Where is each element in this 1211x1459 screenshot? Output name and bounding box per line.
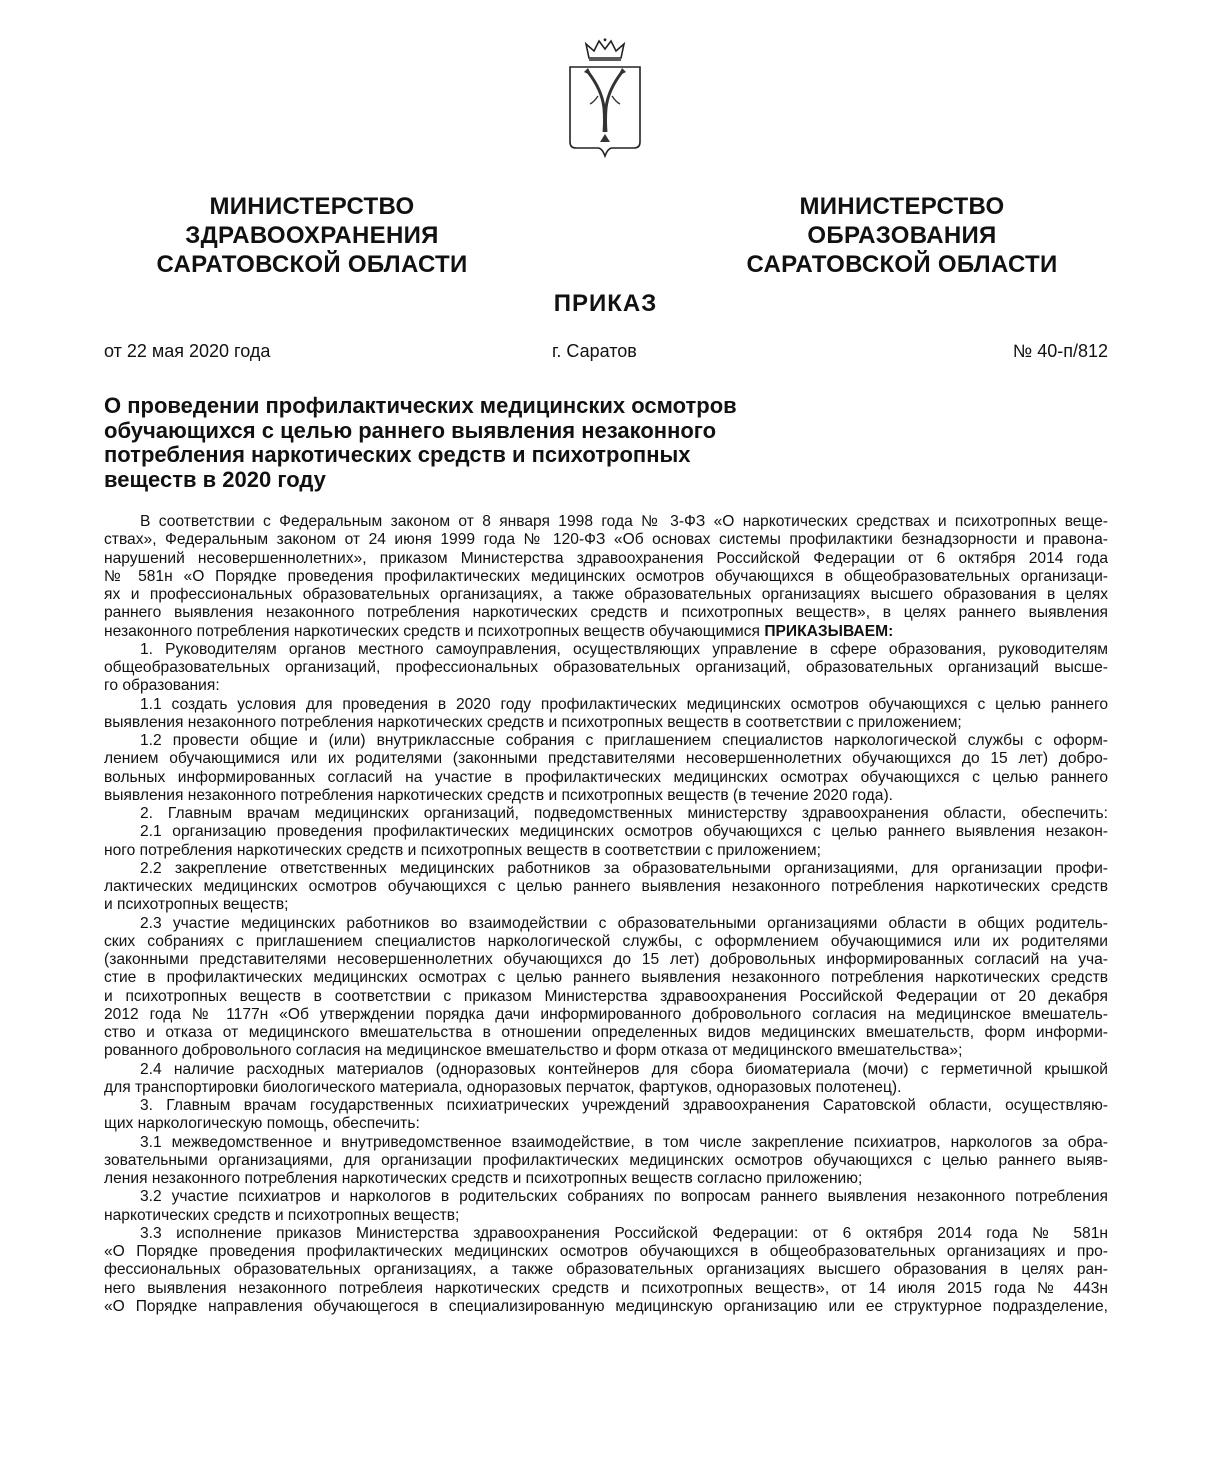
body-line-text: него выявления незаконного потреблеия наркотических средств и психотропных веществ», от 14 июля 2015 года № 443н <box>104 1279 1108 1297</box>
body-line-text: 3.3 исполнение приказов Министерства здравоохранения Российской Федерации: от 6 октября 2014 года № 581н <box>140 1224 1108 1242</box>
body-line <box>104 805 1108 823</box>
body-line <box>104 896 1108 914</box>
body-line <box>104 860 1108 878</box>
body-line-text: «О Порядке направления обучающегося в специализированную медицинскую организацию или ее структурное подразделение, <box>104 1297 1108 1315</box>
body-line-text: 1.1 создать условия для проведения в 2020 году профилактических медицинских осмотров обучающихся с целью раннего <box>140 695 1108 713</box>
body-line-text: ских собраниях с приглашением специалистов наркологической службы, с оформлением обучающимися или их родителями <box>104 932 1108 950</box>
body-line <box>104 1243 1108 1261</box>
body-line-text: В соответствии с Федеральным законом от 8 января 1998 года № 3-ФЗ «О наркотических средствах и психотропных веще- <box>140 513 1108 530</box>
body-line <box>104 988 1108 1006</box>
ministry-health-line-2: ЗДРАВООХРАНЕНИЯ <box>185 222 439 249</box>
title-line: веществ в 2020 году <box>104 466 326 492</box>
body-line-text: 2.4 наличие расходных материалов (одноразовых контейнеров для сбора биоматериала (мочи) с герметичной крышкой <box>140 1060 1108 1078</box>
body-line-text: 2.1 организацию проведения профилактических медицинских осмотров обучающихся с целью раннего выявления незакон- <box>140 823 1108 841</box>
body-line <box>104 787 1108 805</box>
body-line-text: фессиональных образовательных организациях, а также образовательных организациях высшего образования в целях ран- <box>104 1261 1108 1279</box>
body-line-text: нарушений несовершеннолетних», приказом Министерства здравоохранения Российской Федерации от 6 октября 2014 года <box>104 549 1108 567</box>
ministry-education-heading <box>693 192 1111 279</box>
body-line <box>104 1006 1108 1024</box>
document-city: г. Саратов <box>552 341 637 361</box>
body-line <box>104 1170 1108 1188</box>
body-line-text: ления незаконного потребления наркотических средств и психотропных веществ согласно приложению; <box>104 1170 863 1187</box>
body-line <box>104 1225 1108 1243</box>
body-line <box>104 1024 1108 1042</box>
order-keyword: ПРИКАЗЫВАЕМ: <box>764 622 894 640</box>
body-line-text: для транспортировки биологического материала, одноразовых перчаток, фартуков, одноразовых полотенец). <box>104 1078 902 1096</box>
title-line: потребления наркотических средств и психотропных <box>104 442 691 467</box>
body-line <box>104 750 1108 768</box>
body-line <box>104 568 1108 586</box>
body-line-text: стие в профилактических медицинских осмотрах с целью раннего выявления незаконного потребления наркотических средств <box>104 969 1108 987</box>
body-line-text: № 581н «О Порядке проведения профилактических медицинских осмотров обучающихся в общеобразовательных организаци- <box>104 567 1108 585</box>
body-line <box>104 769 1108 787</box>
body-line-text: и психотропных веществ; <box>104 896 289 914</box>
title-line: О проведении профилактических медицинских осмотров <box>104 393 737 418</box>
body-line <box>104 1280 1108 1298</box>
body-line-text: ного потребления наркотических средств и психотропных веществ в соответствии с приложением; <box>104 841 821 859</box>
body-line <box>104 1298 1108 1316</box>
body-line-text: го образования: <box>104 677 220 695</box>
ministry-health-line-3: САРАТОВСКОЙ ОБЛАСТИ <box>156 251 468 278</box>
body-line-text: 1. Руководителям органов местного самоуправления, осуществляющих управление в сфере образования, руководителям <box>140 640 1108 658</box>
body-line-text: 2.3 участие медицинских работников во взаимодействии с образовательными организациями области в общих родитель- <box>140 914 1108 932</box>
body-line-text: вольных информированных согласий на участие в профилактических медицинских осмотрах обучающихся с целью раннего <box>104 768 1108 786</box>
body-line-text: лактических медицинских осмотров обучающихся с целью раннего выявления незаконного потребления наркотических средств <box>104 878 1108 895</box>
body-line <box>104 550 1108 568</box>
body-line-text: лением обучающимися или их родителями (законными представителями несовершеннолетних обучающихся до 15 лет) добро- <box>104 750 1108 768</box>
body-line <box>104 1207 1108 1225</box>
body-line-text: раннего выявления незаконного потребления наркотических средств и психотропных веществ», в целях раннего выявления <box>104 604 1108 622</box>
ministry-education-line-1: МИНИСТЕРСТВО <box>799 193 1005 220</box>
body-line <box>104 586 1108 604</box>
ministry-health-heading <box>104 192 520 279</box>
body-line-text: ствах», Федеральным законом от 24 июня 1999 года № 120-ФЗ «Об основах системы профилактики безнадзорности и правона- <box>104 531 1108 549</box>
body-line <box>104 696 1108 714</box>
body-line-text: 3. Главным врачам государственных психиатрических учреждений здравоохранения Саратовской области, осуществляю- <box>140 1097 1108 1114</box>
body-line <box>104 513 1108 531</box>
document-date: от 22 мая 2020 года <box>104 341 271 361</box>
body-line-text: 1.2 провести общие и (или) внутриклассные собрания с приглашением специалистов наркологической службы с оформ- <box>140 732 1108 749</box>
body-line-text: наркотических средств и психотропных веществ; <box>104 1206 460 1224</box>
body-line-text: и психотропных веществ в соответствии с приказом Министерства здравоохранения Российской Федерации от 20 декабря <box>104 987 1108 1005</box>
document-title <box>104 394 824 492</box>
body-line <box>104 1134 1108 1152</box>
body-line <box>104 1188 1108 1206</box>
body-line-text: выявления незаконного потребления наркотических средств и психотропных веществ (в течение 2020 года). <box>104 786 893 804</box>
body-line <box>104 677 1108 695</box>
body-line <box>104 1042 1108 1060</box>
body-line-text: «О Порядке проведения профилактических медицинских осмотров обучающихся в общеобразовательных организациях и про- <box>104 1243 1108 1260</box>
document-type: ПРИКАЗ <box>553 290 658 317</box>
body-line <box>104 1061 1108 1079</box>
body-line-text: выявления незаконного потребления наркотических средств и психотропных веществ в соответствии с приложением; <box>104 713 962 731</box>
document-number: № 40-п/812 <box>1012 341 1108 361</box>
ministry-education-line-2: ОБРАЗОВАНИЯ <box>807 222 997 249</box>
body-line <box>104 1097 1108 1115</box>
body-line <box>104 714 1108 732</box>
body-line-text: ях и профессиональных образовательных организациях, а также образовательных организациях высшего образования в целях <box>104 586 1108 603</box>
body-line <box>104 915 1108 933</box>
body-line-text: 2. Главным врачам медицинских организаций, подведомственных министерству здравоохранения области, обеспечить: <box>140 805 1108 822</box>
saratov-coat-of-arms-icon <box>564 38 646 162</box>
body-line-text: рованного добровольного согласия на медицинское вмешательство и форм отказа от медицинского вмешательства»; <box>104 1042 963 1060</box>
body-line-text: 2012 года № 1177н «Об утверждении порядка дачи информированного добровольного согласия на медицинское вмешатель- <box>104 1005 1108 1023</box>
body-line <box>104 659 1108 677</box>
body-line-text: 3.1 межведомственное и внутриведомственное взаимодействие, в том числе закрепление психиатров, наркологов за обра- <box>140 1133 1108 1151</box>
body-line-text: общеобразовательных организаций, профессиональных образовательных организаций, образовательных организаций высше- <box>104 659 1108 676</box>
body-line-text: 2.2 закрепление ответственных медицинских работников за образовательными организациями, для организации профи- <box>140 859 1108 877</box>
body-line <box>104 1152 1108 1170</box>
body-line <box>104 1115 1108 1133</box>
body-line-text: зовательными организациями, для организации профилактических медицинских осмотров обучающихся с целью раннего выяв- <box>104 1151 1108 1169</box>
body-line <box>104 732 1108 750</box>
body-line-text: незаконного потребления наркотических средств и психотропных веществ обучающимися <box>104 622 760 640</box>
body-line <box>104 623 1108 641</box>
body-line <box>104 1261 1108 1279</box>
body-line <box>104 1079 1108 1097</box>
body-line <box>104 842 1108 860</box>
ministry-education-line-3: САРАТОВСКОЙ ОБЛАСТИ <box>746 251 1058 278</box>
body-line-text: (законными представителями несовершеннолетних обучающихся до 15 лет) добровольных информированных согласий на уча- <box>104 951 1108 968</box>
body-line-text: щих наркологическую помощь, обеспечить: <box>104 1115 420 1133</box>
body-line <box>104 878 1108 896</box>
ministry-health-line-1: МИНИСТЕРСТВО <box>209 193 415 220</box>
body-line-text: ство и отказа от медицинского вмешательства в отношении определенных видов медицинских вмешательств, форм информи- <box>104 1024 1108 1041</box>
body-line <box>104 951 1108 969</box>
body-line <box>104 969 1108 987</box>
body-line-text: 3.2 участие психиатров и наркологов в родительских собраниях по вопросам раннего выявления незаконного потребления <box>140 1188 1108 1206</box>
body-line <box>104 604 1108 622</box>
body-line <box>104 933 1108 951</box>
title-line: обучающихся с целью раннего выявления незаконного <box>104 417 717 443</box>
body-line <box>104 531 1108 549</box>
body-line <box>104 641 1108 659</box>
body-line <box>104 823 1108 841</box>
document-body <box>104 513 1108 1316</box>
